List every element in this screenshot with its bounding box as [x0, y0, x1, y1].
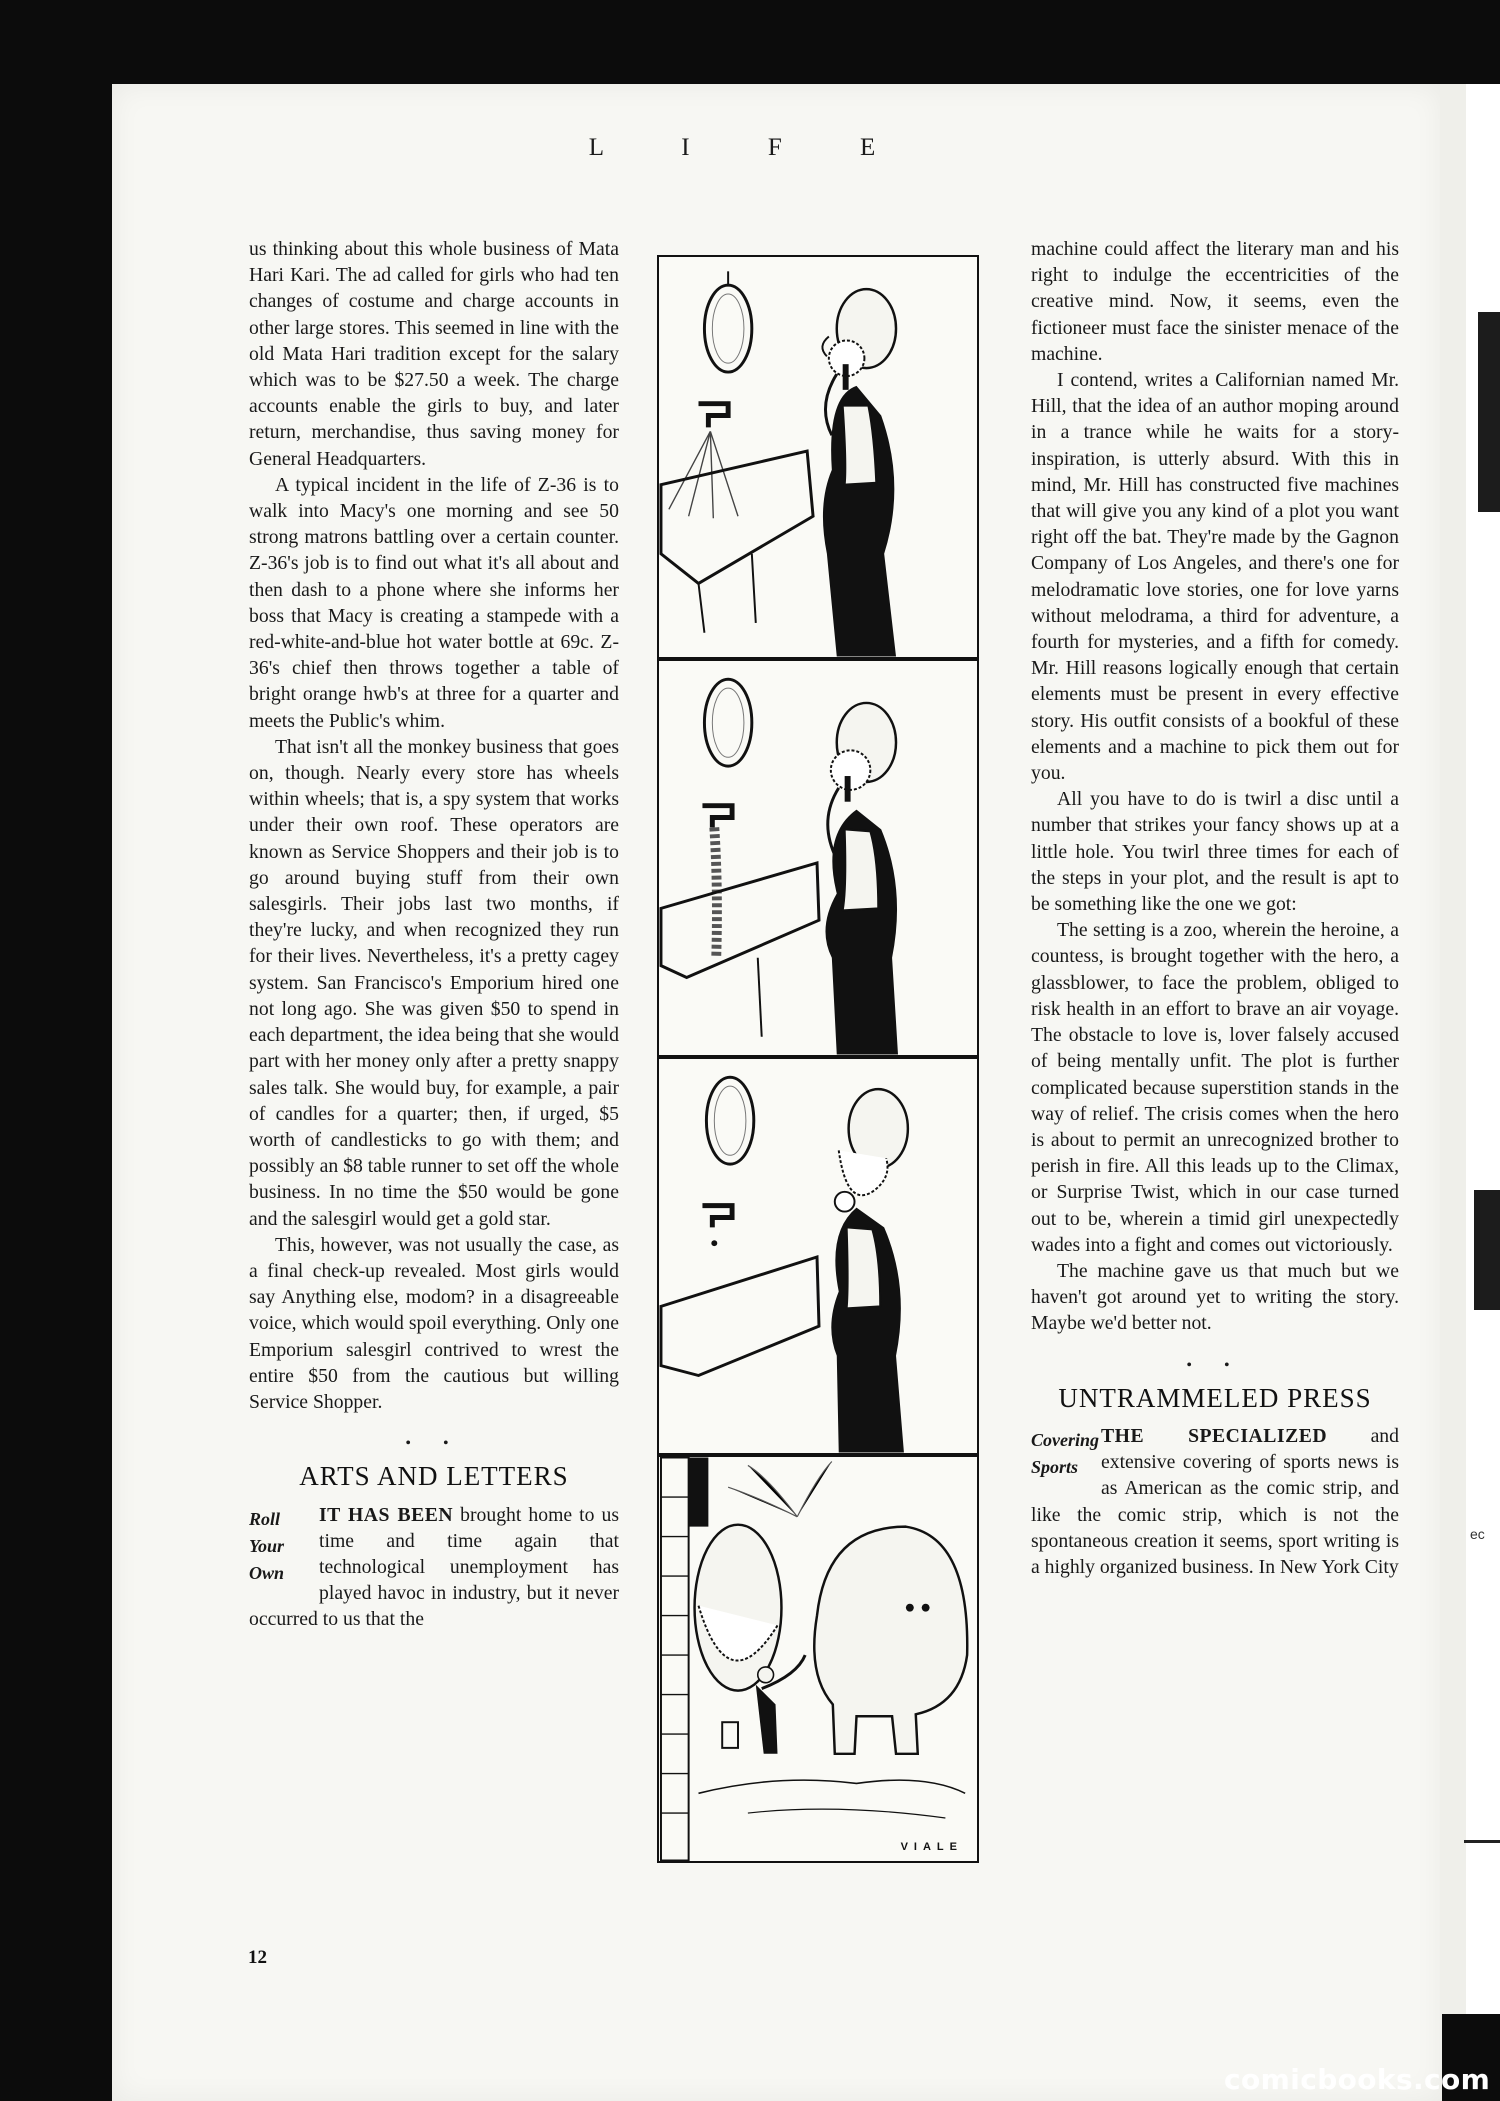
- paragraph: machine could affect the literary man and his right to indulge the eccentricities of the creative mind. Now, it seems, even the fictioneer must face the sinister menace of the machine.: [1031, 238, 1399, 365]
- facing-page-ink: [1478, 312, 1500, 512]
- section-divider: • •: [405, 1435, 463, 1453]
- faucet: [702, 806, 732, 828]
- shaving-scene-water-stream: [659, 661, 977, 1055]
- section-heading: ARTS AND LETTERS: [299, 1461, 569, 1492]
- paragraph: A typical incident in the life of Z-36 is to walk into Macy's one morning and see 50 strong matrons battling over a certain counter. Z-36's job is to find out what it's all about and then dash to a phone where she informs her boss that Macy is creating a stampede with a red-white-and-blue hot water bottle at 69c. Z-36's chief then throws together a table of bright orange hwb's at three for a quarter and meets the Public's whim.: [249, 473, 619, 732]
- section-divider: • •: [1186, 1356, 1244, 1374]
- page-number: 12: [248, 1947, 267, 1968]
- facing-page-ink: [1474, 1190, 1500, 1310]
- bucket: [722, 1722, 738, 1748]
- faucet: [702, 1206, 732, 1228]
- paragraph: This, however, was not usually the case, as a final check-up revealed. Most girls would say Anything else, modom? in a disagreeable voice, which would spoil everything. Only one Emporium salesgirl contrived to wrest the entire $50 from the cautious but willing Service Shopper.: [249, 1233, 619, 1413]
- lead-text: brought home to us time and time again that technological unemployment has played havoc in industry, but it never occurred to us that the: [249, 1503, 620, 1631]
- wall-mirror: [704, 679, 751, 766]
- paragraph: That isn't all the monkey business that goes on, though. Nearly every store has wheels within wheels; that is, a spy system that works under their own roof. These operators are known as Service Shoppers and their job is to go around buying stuff from their own salesgirls. Their jobs last two months, if they're lucky, and when recognized they run for their lives. Nevertheless, it's a pretty cagey system. San Francisco's Emporium hired one not long ago. She was given $50 to spend in each department, the idea being that she would part with her money only after a pretty snappy sales talk. She would buy, for example, a pair of candles for a quarter; then, if urged, $5 worth of candlesticks to go with them; and possibly an $8 table runner to set off the whole business. In no time the $50 would be gone and the salesgirl would get a gold star.: [249, 735, 619, 1230]
- shaving-lather: [831, 750, 871, 790]
- sink: [661, 863, 819, 978]
- section-lead: [249, 1502, 619, 1633]
- cartoon-panel-3: [657, 1057, 979, 1455]
- side-label: Roll Your Own: [249, 1508, 285, 1583]
- section-heading: UNTRAMMELED PRESS: [1058, 1382, 1372, 1413]
- mirror-glass: [712, 294, 744, 363]
- water-puddle: [699, 1780, 966, 1793]
- lead-in: THE SPECIALIZED: [1101, 1424, 1328, 1447]
- water-jet: [728, 1461, 832, 1516]
- paragraph: All you have to do is twirl a disc until a number that strikes your fancy shows up at a little hole. You twirl three times for each of the steps in your plot, and the result is apt to be something like the one we got:: [1031, 788, 1399, 916]
- wall-mirror: [706, 1077, 753, 1164]
- lead-text: and extensive covering of sports news is as American as the comic strip, and like the comic strip, which is not the spontaneous creation it seems, sport writing is a highly organized business. In New York City: [1031, 1424, 1399, 1578]
- plot-setting-excerpt: The setting is a zoo, wherein the heroine, a countess, is brought together with the hero, a glassblower, to face the problem, obliged to risk health in an effort to brave an air voyage. The obstacle to love is, lover falsely accused of being mentally unfit. The plot is further complicated because superstition stands in the way of relief. The crisis comes when the hero is about to permit an unrecognized brother to perish in fire. All this leads up to the Climax, or Surprise Twist, which in our case turned out to be, wherein a timid girl unexpectedly wades into a fight and comes out victoriously.: [1031, 919, 1399, 1256]
- brick-wall: [661, 1458, 689, 1861]
- shaving-scene-dripping-tap: [659, 1059, 977, 1453]
- artist-signature: VIALE: [900, 1841, 963, 1853]
- razor: [843, 364, 849, 390]
- faucet: [699, 404, 729, 428]
- cartoon-panel-1: [657, 255, 979, 659]
- facing-page-rule: [1464, 1840, 1500, 1843]
- wall-mirror: [704, 285, 751, 372]
- paragraph: The machine gave us that much but we haven't got around yet to writing the story. Maybe we'd better not.: [1031, 1259, 1399, 1335]
- elephant: [814, 1527, 967, 1754]
- razor: [845, 776, 851, 802]
- water-drop: [711, 1240, 717, 1246]
- cartoon-strip: [657, 255, 979, 1863]
- elephant-shower-scene: [659, 1457, 977, 1861]
- column-left: [249, 236, 619, 1633]
- man-head-large: [695, 1525, 782, 1691]
- lead-in: IT HAS BEEN: [319, 1503, 454, 1526]
- undershirt: [843, 829, 879, 910]
- section-lead: [1031, 1423, 1399, 1580]
- elephant-eye: [906, 1604, 914, 1612]
- sink: [661, 1257, 819, 1376]
- shaving-brush: [835, 1192, 855, 1212]
- source-credit: comicbooks.com: [1224, 2063, 1491, 2096]
- column-right: [1031, 236, 1399, 1580]
- undershirt: [847, 1227, 881, 1308]
- sink: [661, 451, 813, 583]
- shaving-scene-water-spray: [659, 257, 977, 657]
- facing-page-fragment: ec: [1470, 1526, 1485, 1542]
- cartoon-panel-4: [657, 1455, 979, 1863]
- paragraph: us thinking about this whole business of Mata Hari Kari. The ad called for girls who had ten changes of costume and charge accounts in other large stores. This seemed in line with the old Mata Hari tradition except for the salary which was to be $27.50 a week. The charge accounts enable the girls to buy, and later return, merchandise, thus saving money for General Headquarters.: [249, 238, 619, 470]
- paragraph: I contend, writes a Californian named Mr. Hill, that the idea of an author moping around in a trance while he waits for a story-inspiration, is utterly absurd. With this in mind, Mr. Hill has constructed five machines that will give you any kind of a plot you want right off the bat. They're made by the Gagnon Company of Los Angeles, and there's one for melodramatic love stories, one for love yarns without melodrama, a third for adventure, a fourth for mysteries, and a fifth for comedy. Mr. Hill reasons logically enough that certain elements must be present in every effective story. His outfit consists of a bookful of these elements and a machine to pick them out for you.: [1031, 369, 1399, 785]
- cartoon-panel-2: [657, 659, 979, 1057]
- small-attendant: [756, 1685, 778, 1754]
- undershirt: [843, 406, 877, 485]
- side-label: Covering Sports: [1031, 1429, 1100, 1477]
- running-head: L I F E: [588, 134, 912, 161]
- facing-page-edge: [1440, 84, 1466, 2014]
